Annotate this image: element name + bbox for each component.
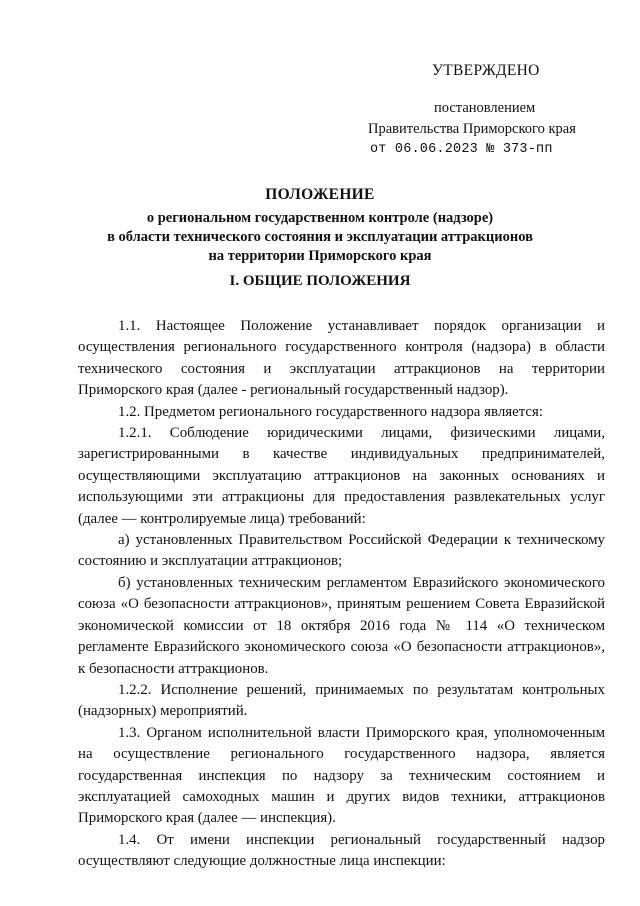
document-title xyxy=(70,186,570,266)
paragraph-1-2-1: 1.2.1. Соблюдение юридическими лицами, физическими лицами, зарегистрированными в качестве индивидуальных предпринимателей, осуществляющими эксплуатацию аттракционов на законных основаниях и использующими эти аттракционы для предоставления развлекательных услуг (далее — контролируемые лица) требований: xyxy=(78,425,605,527)
paragraph-1-2: 1.2. Предметом регионального государственного надзора является: xyxy=(118,403,543,420)
paragraph-1-2-2: 1.2.2. Исполнение решений, принимаемых по результатам контрольных (надзорных) мероприятий. xyxy=(78,681,605,720)
approval-stamp xyxy=(0,0,640,160)
approval-date-number: от 06.06.2023 № 373-пп xyxy=(370,142,553,157)
title-line-1: о региональном государственном контроле (надзоре) xyxy=(146,210,494,226)
title-line-2: в области технического состояния и эксплуатации аттракционов xyxy=(107,229,533,245)
document-body xyxy=(78,316,605,873)
paragraph-item-a: а) установленных Правительством Российской Федерации к техническому состоянию и эксплуатации аттракционов; xyxy=(78,532,605,570)
paragraph-1-3: 1.3. Органом исполнительной власти Приморского края, уполномоченным на осуществление регионального государственного надзора, является государственная инспекция по надзору за техническим состоянием и эксплуатацией самоходных машин и других видов техники, аттракционов Приморского края (далее — инспекция). xyxy=(78,724,605,827)
section-heading: I. ОБЩИЕ ПОЛОЖЕНИЯ xyxy=(229,273,411,289)
paragraph-1-4: 1.4. От имени инспекции региональный государственный надзор осуществляют следующие должностные лица инспекции: xyxy=(78,831,605,870)
approval-resolution-text: постановлением xyxy=(434,100,536,116)
title-line-3: на территории Приморского края xyxy=(208,248,432,264)
title-main: ПОЛОЖЕНИЕ xyxy=(265,186,375,203)
paragraph-item-b: б) установленных техническим регламентом Евразийского экономического союза «О безопасности аттракционов», принятым решением Совета Евразийской экономической комиссии от 18 октября 2016 года № 114 «О техническом регламенте Евразийского экономического союза «О безопасности аттракционов», к безопасности аттракционов. xyxy=(78,574,605,677)
paragraph-1-1: 1.1. Настоящее Положение устанавливает порядок организации и осуществления регионального государственного контроля (надзора) в области технического состояния и эксплуатации аттракционов на территории Приморского края (далее - региональный государственный надзор). xyxy=(78,318,605,399)
approved-label: УТВЕРЖДЕНО xyxy=(432,62,540,79)
approval-authority-text: Правительства Приморского края xyxy=(368,121,576,137)
